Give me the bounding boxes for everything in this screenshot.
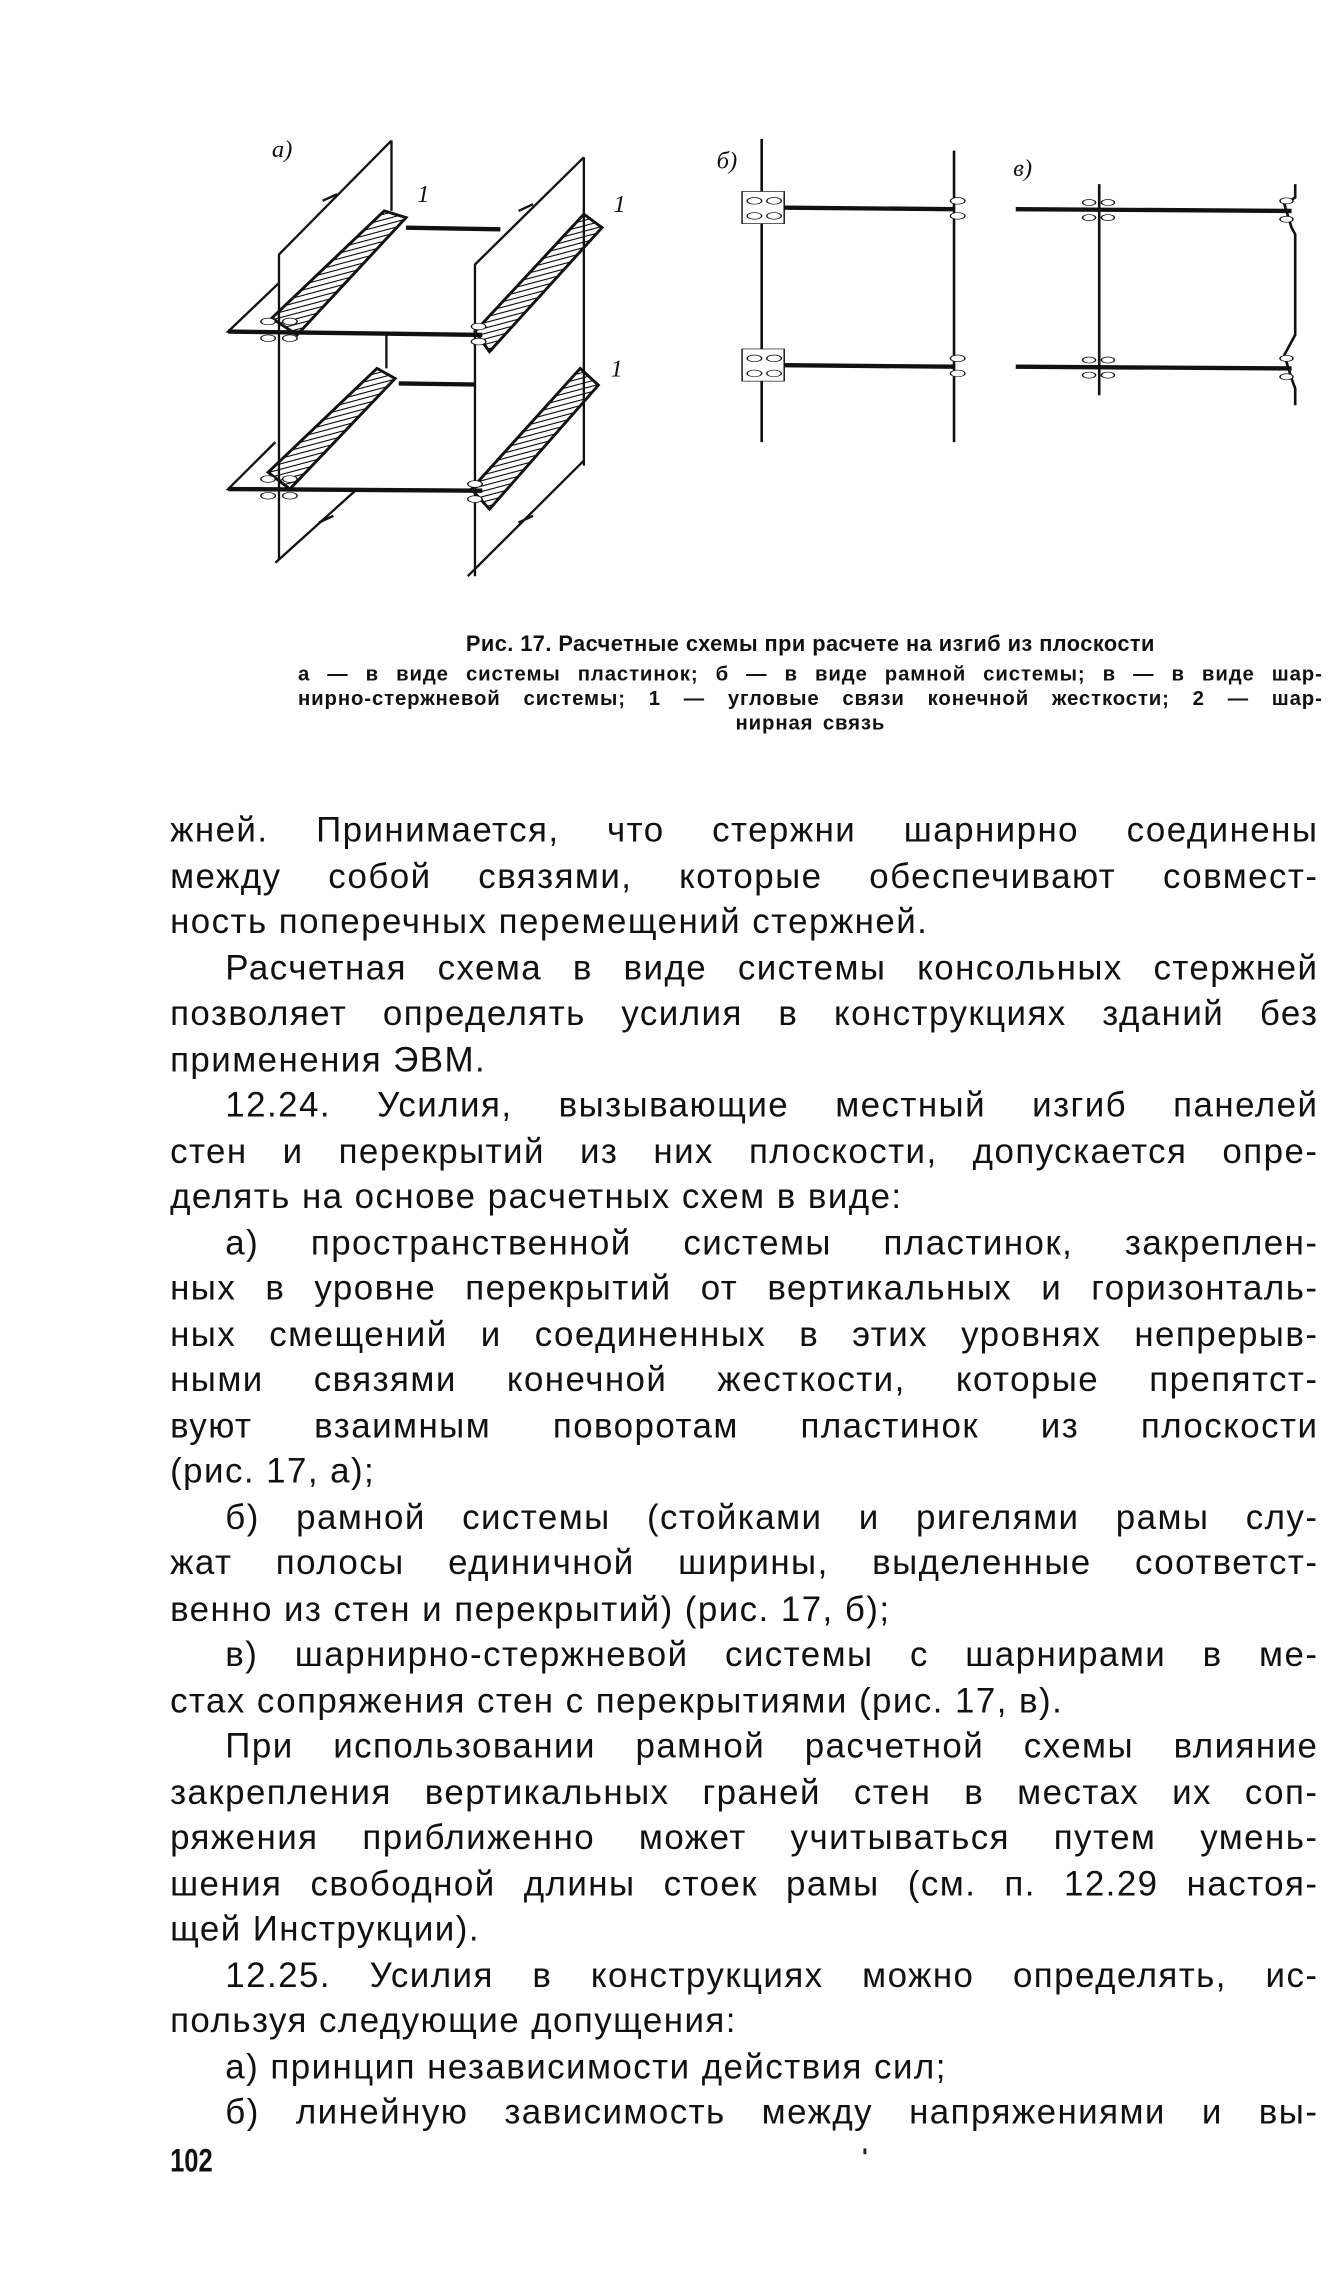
- text-line: б) линейную зависимость между напряжениями и вы-: [225, 2093, 1319, 2133]
- page-number: 102: [170, 2142, 213, 2179]
- caption-line: нирно-стержневой системы; 1 — угловые связи конечной жесткости; 2 — шар-: [297, 686, 1323, 710]
- text-line: а) принцип независимости действия сил;: [225, 2047, 947, 2087]
- text-line: закрепления вертикальных граней стен в местах их соп-: [170, 1772, 1319, 1812]
- text-line: стах сопряжения стен с перекрытиями (рис. 17, в).: [170, 1681, 1064, 1721]
- text-line: щей Инструкции).: [170, 1910, 480, 1950]
- caption-line: нирная связь: [735, 710, 886, 735]
- text-line: шения свободной длины стоек рамы (см. п. 12.29 настоя-: [170, 1864, 1319, 1904]
- text-line: ными связями конечной жесткости, которые препятст-: [170, 1360, 1319, 1400]
- caption-line: а — в виде системы пластинок; б — в виде рамной системы; в — в виде шар-: [297, 661, 1323, 685]
- text-line: б) рамной системы (стойками и ригелями рамы слу-: [225, 1497, 1319, 1538]
- text-line: между собой связями, которые обеспечивают совмест-: [170, 856, 1319, 897]
- text-line: жат полосы единичной ширины, выделенные соответст-: [170, 1543, 1319, 1583]
- panel-v-hinged-frame: [1016, 184, 1295, 405]
- lower-floor-plate: [228, 442, 482, 491]
- text-line: При использовании рамной расчетной схемы влияние: [225, 1726, 1319, 1767]
- panel-a-beams: [228, 228, 500, 491]
- text-line: 12.25. Усилия в конструкциях можно определять, ис-: [225, 1955, 1319, 1996]
- figure-caption: [298, 629, 1323, 735]
- text-line: 12.24. Усилия, вызывающие местный изгиб панелей: [225, 1085, 1319, 1126]
- text-line: (рис. 17, а);: [170, 1452, 376, 1492]
- figure-drawing: [199, 100, 1331, 583]
- text-line: венно из стен и перекрытий) (рис. 17, б);: [170, 1589, 891, 1629]
- panel-b-joints: [742, 191, 965, 381]
- callout-1-lower-right: 1: [610, 354, 623, 383]
- caption-title: Рис. 17. Расчетные схемы при расчете на изгиб из плоскости: [465, 632, 1155, 658]
- figure-17-design-schemes: [199, 100, 1331, 583]
- text-line: ряжения приближенно может учитываться путем умень-: [170, 1818, 1319, 1858]
- angular-links-1: [268, 211, 602, 509]
- panel-a-plates: [228, 141, 584, 577]
- text-line: ных в уровне перекрытий от вертикальных и горизонталь-: [170, 1268, 1319, 1309]
- text-line: делять на основе расчетных схем в виде:: [170, 1177, 903, 1217]
- body-text: [170, 808, 1318, 2136]
- callout-1-upper-left: 1: [417, 180, 430, 208]
- text-line: применения ЭВМ.: [170, 1040, 487, 1080]
- text-line: в) шарнирно-стержневой системы с шарнирами в ме-: [225, 1635, 1319, 1675]
- upper-floor-plate: [228, 283, 482, 335]
- panel-v-hinges-2: [1083, 198, 1294, 380]
- text-line: а) пространственной системы пластинок, закреплен-: [225, 1223, 1319, 1263]
- text-line: вуют взаимным поворотам пластинок из плоскости: [170, 1406, 1319, 1446]
- text-line: стен и перекрытий из них плоскости, допускается опре-: [170, 1131, 1319, 1171]
- panel-b-frame: [762, 139, 954, 442]
- text-line: ность поперечных перемещений стержней.: [170, 902, 929, 942]
- panel-label-v: в): [1013, 154, 1033, 182]
- print-speck: [863, 2148, 866, 2154]
- panel-label-b: б): [716, 146, 738, 175]
- text-line: Расчетная схема в виде системы консольных стержней: [225, 948, 1319, 988]
- text-line: ных смещений и соединенных в этих уровнях непрерыв-: [170, 1314, 1319, 1355]
- text-line: пользуя следующие допущения:: [170, 2001, 737, 2041]
- panel-label-a: а): [271, 135, 293, 163]
- text-line: позволяет определять усилия в конструкциях зданий без: [170, 994, 1319, 1034]
- text-line: жней. Принимается, что стержни шарнирно соединены: [170, 811, 1319, 851]
- callout-1-upper-right: 1: [613, 190, 626, 219]
